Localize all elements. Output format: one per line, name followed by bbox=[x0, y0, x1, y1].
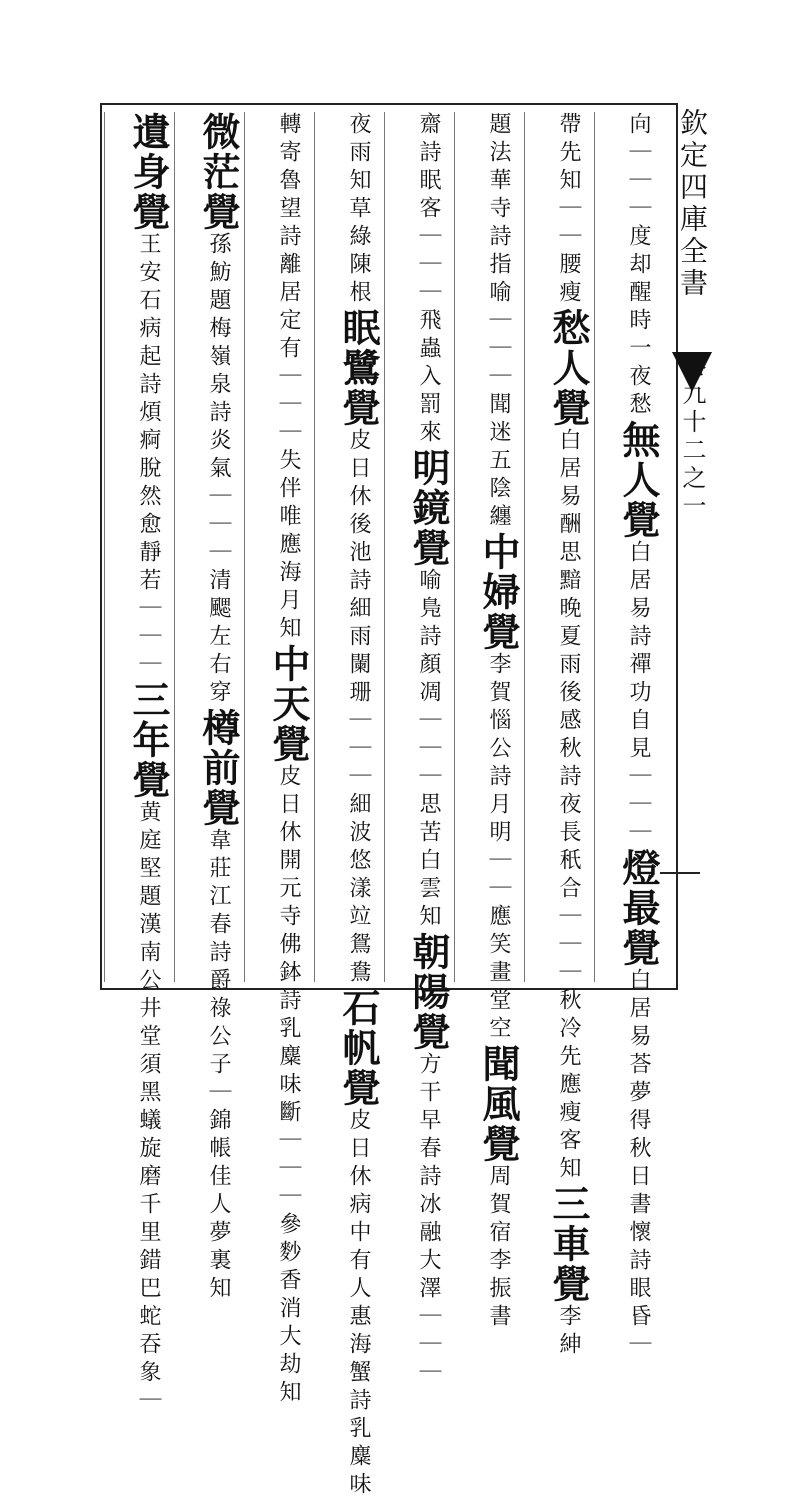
annotation-block bbox=[416, 568, 441, 932]
annotation-line: 韋莊江春詩爵祿公子｜ bbox=[206, 828, 231, 1108]
annotation-line: 周賀宿 bbox=[486, 1164, 511, 1248]
annotation-line: 皮日休開元寺佛鉢詩乳麋味 bbox=[276, 764, 301, 1100]
annotation-line: 題法華寺詩指喻｜ bbox=[486, 112, 511, 336]
annotation-block bbox=[626, 540, 651, 848]
annotation-block bbox=[416, 1052, 441, 1388]
margin-title-column bbox=[672, 108, 712, 748]
annotation-block bbox=[556, 1304, 581, 1360]
annotation-line: 白居易荅夢得秋 bbox=[626, 968, 651, 1164]
annotation-line: ｜應笑畫堂空 bbox=[486, 876, 511, 1044]
annotation-line: 方干早春詩冰 bbox=[416, 1052, 441, 1220]
annotation-line: 皮日休後池詩細雨闌珊 bbox=[346, 428, 371, 708]
entry-heading: 遺身覺 bbox=[126, 112, 171, 232]
text-column bbox=[314, 112, 385, 1500]
entry-heading: 愁人覺 bbox=[546, 308, 591, 428]
text-column bbox=[104, 112, 175, 1416]
annotation-line: 孫魴題梅嶺泉詩炎氣 bbox=[206, 232, 231, 484]
entry-heading: 三年覺 bbox=[126, 680, 171, 800]
annotation-line: 喻鳬詩顏凋｜｜ bbox=[416, 568, 441, 764]
entry-heading: 聞風覺 bbox=[476, 1044, 521, 1164]
annotation-line: 斷｜｜｜參麨香消大劫知 bbox=[276, 1100, 301, 1408]
annotation-block bbox=[346, 1108, 371, 1500]
annotation-line: ｜飛蟲入罰來 bbox=[416, 280, 441, 448]
annotation-block bbox=[346, 428, 371, 988]
frame-left-rule bbox=[100, 103, 102, 990]
frame-bottom-rule bbox=[100, 988, 678, 990]
annotation-block bbox=[486, 1164, 511, 1332]
annotation-line: 王安石病起詩煩痾 bbox=[136, 232, 161, 456]
annotation-block bbox=[276, 764, 301, 1408]
annotation-line: 日書懷詩眼昏｜ bbox=[626, 1164, 651, 1360]
text-column bbox=[594, 112, 665, 1360]
entry-heading: 微茫覺 bbox=[196, 112, 241, 232]
annotation-line: 有人惠海蟹詩乳麋味 bbox=[346, 1248, 371, 1500]
annotation-line: ｜｜｜清颸左右穿 bbox=[206, 484, 231, 708]
text-column bbox=[524, 112, 595, 1360]
annotation-line: 李振書 bbox=[486, 1248, 511, 1332]
annotation-block bbox=[416, 112, 441, 448]
annotation-line: ｜思苦白雲知 bbox=[416, 764, 441, 932]
annotation-block bbox=[626, 112, 651, 420]
annotation-line: 醒時一夜愁 bbox=[626, 280, 651, 420]
fish-tail-mark bbox=[672, 352, 712, 392]
annotation-line: 白居易詩禪功 bbox=[626, 540, 651, 708]
annotation-line: 齋詩眠客｜｜ bbox=[416, 112, 441, 280]
text-column bbox=[244, 112, 315, 1408]
entry-heading: 朝陽覺 bbox=[406, 932, 451, 1052]
annotation-block bbox=[626, 968, 651, 1360]
annotation-block bbox=[136, 800, 161, 1416]
frame-top-rule bbox=[100, 103, 678, 105]
annotation-line: 李紳 bbox=[556, 1304, 581, 1360]
margin-tick-mark bbox=[660, 872, 700, 874]
annotation-line: 錦帳佳人夢裏知 bbox=[206, 1108, 231, 1304]
text-column bbox=[454, 112, 525, 1332]
text-column bbox=[174, 112, 245, 1304]
annotation-block bbox=[556, 428, 581, 1184]
annotation-block bbox=[206, 232, 231, 708]
annotation-line: 自見｜｜｜ bbox=[626, 708, 651, 848]
entry-heading: 燈最覺 bbox=[616, 848, 661, 968]
annotation-block bbox=[206, 828, 231, 1304]
entry-heading: 三車覺 bbox=[546, 1184, 591, 1304]
book-title: 欽定四庫全書 bbox=[676, 108, 709, 300]
annotation-line: ｜｜｜細波悠漾竝鴛鴦 bbox=[346, 708, 371, 988]
annotation-line: ｜｜腰瘦 bbox=[556, 196, 581, 308]
entry-heading: 中天覺 bbox=[266, 644, 311, 764]
annotation-line: 長秖合｜｜｜秋冷先應瘦客知 bbox=[556, 820, 581, 1184]
volume-label: 卷九十二之一 bbox=[678, 352, 706, 521]
annotation-line: 白居易酬思黯晚夏雨後感秋詩夜 bbox=[556, 428, 581, 820]
annotation-line: 帶先知 bbox=[556, 112, 581, 196]
annotation-line: 李賀惱公詩月明｜ bbox=[486, 652, 511, 876]
entry-heading: 眠鷺覺 bbox=[336, 308, 381, 428]
text-column bbox=[384, 112, 455, 1388]
annotation-line: 蟻旋磨千里錯巴蛇吞象｜ bbox=[136, 1108, 161, 1416]
annotation-line: 轉寄魯望詩離居定有｜ bbox=[276, 112, 301, 392]
annotation-block bbox=[486, 652, 511, 1044]
annotation-line: 夜雨知 bbox=[346, 112, 371, 196]
entry-heading: 中婦覺 bbox=[476, 532, 521, 652]
annotation-block bbox=[276, 112, 301, 644]
annotation-line: ｜｜聞迷五陰纏 bbox=[486, 336, 511, 532]
annotation-block bbox=[346, 112, 371, 308]
annotation-block bbox=[486, 112, 511, 532]
annotation-line: 向｜｜｜度却 bbox=[626, 112, 651, 280]
annotation-line: 融大澤｜｜｜ bbox=[416, 1220, 441, 1388]
entry-heading: 石帆覺 bbox=[336, 988, 381, 1108]
annotation-block bbox=[556, 112, 581, 308]
annotation-line: 草綠陳根 bbox=[346, 196, 371, 308]
annotation-line: 脫然愈靜若｜｜｜ bbox=[136, 456, 161, 680]
entry-heading: 明鏡覺 bbox=[406, 448, 451, 568]
entry-heading: 無人覺 bbox=[616, 420, 661, 540]
annotation-block bbox=[136, 232, 161, 680]
annotation-line: 皮日休病中 bbox=[346, 1108, 371, 1248]
annotation-line: ｜｜失伴唯應海月知 bbox=[276, 392, 301, 644]
annotation-line: 黄庭堅題漢南公井堂須黑 bbox=[136, 800, 161, 1108]
entry-heading: 樽前覺 bbox=[196, 708, 241, 828]
